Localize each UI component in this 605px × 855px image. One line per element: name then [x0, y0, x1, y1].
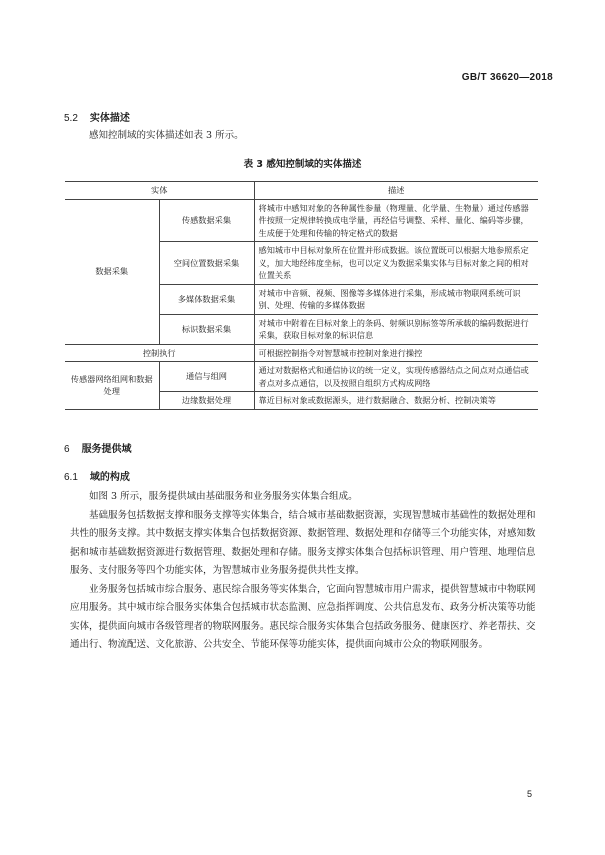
section-5-2-intro: 感知控制域的实体描述如表 3 所示。 [89, 130, 244, 141]
standard-code: GB/T 36620—2018 [461, 72, 553, 83]
table-caption: 表 3 感知控制域的实体描述 [243, 159, 362, 170]
header-entity: 实体 [65, 182, 254, 200]
entity-desc: 通过对数据格式和通信协议的统一定义，实现传感器结点之间点对点通信或者点对多点通信，以及按照自组织方式构成网络 [254, 362, 538, 392]
entity-name: 空间位置数据采集 [159, 242, 254, 285]
table-header-row [65, 182, 538, 200]
entity-desc: 可根据控制指令对智慧城市控制对象进行操控 [254, 344, 538, 362]
entity-desc: 对城市中音频、视频、图像等多媒体进行采集，形成城市物联网系统可识别、处理、传输的多媒体数据 [254, 284, 538, 314]
entity-name: 通信与组网 [159, 362, 254, 392]
section-number: 5.2 [64, 113, 78, 124]
page-number: 5 [526, 789, 532, 799]
table-row [65, 344, 538, 362]
section-5-2-heading [64, 109, 130, 124]
group-control: 控制执行 [65, 344, 254, 362]
entity-desc: 对城市中附着在目标对象上的条码、射频识别标签等所承载的编码数据进行采集，获取目标对象的标识信息 [254, 314, 538, 344]
paragraph: 基础服务包括数据支撑和服务支撑等实体集合，结合城市基础数据资源，实现智慧城市基础性的数据处理和共性的服务支撑。其中数据支撑实体集合包括数据资源、数据管理、数据处理和存储等三个功能实体，对感知数据和城市基础数据资源进行数据管理、数据处理和存储。服务支撑实体集合包括标识管理、用户管理、地理信息服务、支付服务等四个功能实体，为智慧城市业务服务提供共性支撑。 [70, 509, 536, 576]
paragraph: 业务服务包括城市综合服务、惠民综合服务等实体集合，它面向智慧城市用户需求，提供智慧城市中物联网应用服务。其中城市综合服务实体集合包括城市状态监测、应急指挥调度、公共信息发布、政务分析决策等功能实体，提供面向城市各级管理者的物联网服务。惠民综合服务实体集合包括政务服务、健康医疗、养老帮扶、交通出行、物流配送、文化旅游、公共安全、节能环保等功能实体，提供面向城市公众的物联网服务。 [70, 583, 536, 650]
header-description: 描述 [254, 182, 538, 200]
group-data-collection: 数据采集 [65, 199, 159, 344]
entity-desc: 靠近目标对象或数据源头，进行数据融合、数据分析、控制决策等 [254, 392, 538, 410]
entity-desc: 将城市中感知对象的各种属性参量（物理量、化学量、生物量）通过传感器件按照一定规律转换成电学量，再经信号调整、采样、量化、编码等步骤，生成便于处理和传输的特定格式的数据 [254, 199, 538, 242]
entity-name: 传感数据采集 [159, 199, 254, 242]
entity-table [65, 181, 538, 410]
section-title: 服务提供域 [81, 444, 132, 455]
section-title: 实体描述 [89, 113, 130, 124]
section-6-heading [64, 440, 132, 455]
section-title: 域的构成 [89, 472, 130, 483]
section-6-1-body [70, 488, 542, 655]
table-row [65, 362, 538, 392]
group-sensor-network: 传感器网络组网和数据处理 [65, 362, 159, 410]
entity-name: 标识数据采集 [159, 314, 254, 344]
section-number: 6.1 [64, 472, 78, 483]
entity-name: 边缘数据处理 [159, 392, 254, 410]
entity-name: 多媒体数据采集 [159, 284, 254, 314]
section-number: 6 [64, 444, 70, 455]
section-6-1-heading [64, 468, 130, 483]
paragraph: 如图 3 所示，服务提供域由基础服务和业务服务实体集合组成。 [89, 491, 358, 502]
table-row [65, 199, 538, 242]
entity-desc: 感知城市中目标对象所在位置并形成数据。该位置既可以根据大地参照系定义，加大地经纬度坐标，也可以定义为数据采集实体与目标对象之间的相对位置关系 [254, 242, 538, 285]
